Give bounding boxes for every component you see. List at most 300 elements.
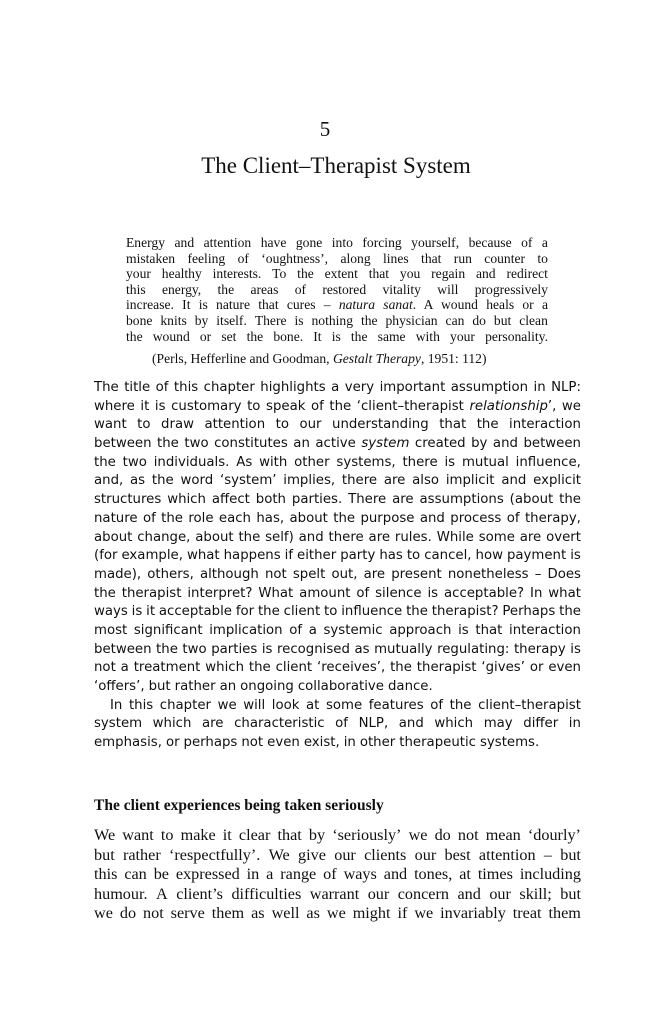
word: systems. [479, 735, 540, 751]
word: NLP, [358, 716, 389, 732]
word: are [392, 492, 414, 508]
word: of [310, 398, 324, 414]
word: not [94, 660, 116, 676]
word: individuals. [153, 454, 230, 470]
word: not [264, 566, 287, 582]
word: client–therapist [478, 697, 581, 713]
word: be [153, 865, 169, 884]
word: rather [122, 845, 161, 864]
section-paragraph [94, 826, 581, 924]
word: not [143, 904, 164, 923]
word: systemic [323, 622, 383, 638]
word: There [254, 312, 287, 328]
word: ‘offers’, [94, 679, 145, 694]
word: invariably [440, 904, 506, 923]
word: make [180, 826, 216, 844]
word: because [468, 235, 512, 250]
word: two [182, 641, 207, 657]
word: that [475, 622, 503, 638]
word: clients [364, 845, 407, 864]
text-line [94, 416, 581, 435]
word: NLP: [551, 380, 581, 395]
word: vitality [382, 281, 421, 297]
word: areas [250, 281, 279, 297]
word: our [299, 417, 322, 433]
word: attention [478, 845, 536, 864]
word: the [360, 312, 378, 328]
word: we [326, 904, 346, 923]
word: two [122, 454, 147, 470]
word: of [237, 250, 249, 266]
epigraph-text: the wound or set the bone. It is the same with your personality. [126, 328, 548, 344]
word: the [156, 641, 178, 657]
word: relationship’, [469, 398, 557, 414]
word: ‘oughtness’, [261, 250, 329, 266]
word: expressed [175, 865, 240, 884]
word: a [331, 380, 340, 395]
word: explicit [533, 473, 581, 489]
word: influence [341, 604, 403, 620]
text-line [94, 826, 581, 846]
word: can [445, 312, 465, 328]
word: in [246, 865, 260, 884]
word: mutual [461, 454, 509, 470]
word: is [570, 641, 581, 657]
word: it [140, 398, 150, 414]
word: the [297, 266, 314, 282]
chapter-title: The Client–Therapist System [201, 153, 471, 178]
word: affect [211, 492, 250, 508]
epigraph-text: . A wound heals or a [412, 297, 548, 313]
word: is [154, 398, 166, 414]
word: mutually [374, 641, 433, 657]
word: of [356, 585, 370, 601]
word: as [130, 473, 146, 489]
word: to [324, 604, 338, 620]
word: present [391, 566, 442, 582]
word: We [94, 826, 116, 844]
epigraph-italic: natura sanat [338, 297, 413, 313]
word: ‘system’ [219, 473, 277, 489]
word: rather [174, 679, 216, 694]
word: there [328, 529, 364, 545]
word: healthy [161, 266, 202, 282]
word: While [436, 529, 474, 545]
word: but [493, 312, 512, 328]
word: best [444, 845, 471, 864]
word: bone [126, 312, 153, 328]
word: humour. [94, 884, 148, 903]
epigraph-line [126, 297, 548, 313]
word: but [148, 679, 171, 694]
word: by [194, 312, 209, 328]
word: might [352, 904, 391, 923]
word: created [414, 436, 466, 452]
word: characteristic [234, 716, 325, 732]
word: exist, [303, 735, 340, 751]
word: are [519, 529, 542, 545]
text-line [94, 865, 581, 885]
word: them [211, 904, 245, 923]
word: although [199, 566, 259, 582]
word: other [359, 735, 396, 751]
word: The [94, 380, 119, 395]
text-line [94, 454, 581, 473]
word: the [406, 604, 428, 620]
word: and [475, 266, 496, 282]
word: payment [506, 548, 567, 564]
word: a [541, 235, 548, 250]
word: draw [161, 417, 194, 433]
word: knits [160, 312, 187, 328]
word: but [560, 845, 581, 864]
text-line [94, 641, 581, 660]
word: that [439, 417, 467, 433]
word: warrant [309, 884, 360, 903]
citation-year: , 1951: 112) [420, 351, 487, 366]
word: therapist [121, 585, 182, 601]
word: the [559, 604, 581, 620]
word: role [188, 510, 214, 526]
word: overt [546, 529, 581, 545]
word: between [94, 641, 152, 657]
word: Does [547, 566, 581, 582]
word: assumption [450, 380, 529, 395]
word: which [167, 492, 206, 508]
word: example, [121, 548, 183, 564]
word: and [398, 716, 424, 732]
word: and, [94, 473, 124, 489]
word: may [483, 716, 513, 732]
word: each [218, 510, 251, 526]
word: nature [94, 510, 138, 526]
word: what [186, 548, 220, 564]
word: word [180, 473, 214, 489]
word: concern [397, 884, 449, 903]
epigraph-line [126, 313, 548, 329]
word: energy, [161, 281, 202, 297]
word: we [217, 697, 237, 713]
text-line [94, 885, 581, 905]
word: feeling [187, 250, 226, 266]
word: is [427, 585, 439, 601]
epigraph-line [126, 266, 548, 282]
word: of [294, 281, 307, 297]
word: systems, [336, 454, 396, 470]
word: (for [94, 548, 118, 564]
text-line [94, 379, 581, 398]
word: about [289, 510, 328, 526]
word: we [94, 904, 113, 923]
word: assumptions [419, 492, 504, 508]
word: the [390, 660, 412, 676]
word: approach [389, 622, 452, 638]
text-line [94, 435, 581, 454]
word: you [399, 266, 421, 282]
word: not [457, 826, 479, 844]
epigraph-quote [126, 235, 548, 344]
word: to [247, 398, 261, 414]
word: some [325, 697, 363, 713]
word: in [568, 716, 581, 732]
word: spelt [292, 566, 326, 582]
word: ways [94, 604, 128, 620]
word: treat [512, 904, 542, 923]
word: extent [324, 266, 358, 282]
word: perhaps [183, 735, 238, 751]
word: speak [266, 398, 306, 414]
word: ‘dourly’ [527, 826, 581, 844]
text-line [94, 678, 581, 697]
word: in [343, 735, 356, 751]
word: itself. [216, 312, 247, 328]
epigraph-line [126, 329, 548, 345]
word: of [521, 235, 533, 250]
word: understanding [332, 417, 429, 433]
word: between [523, 436, 581, 452]
word: to [137, 417, 151, 433]
word: a [120, 660, 129, 676]
word: ongoing [240, 679, 294, 694]
word: nothing [311, 312, 354, 328]
word: self) [265, 529, 294, 545]
word: forcing [362, 235, 402, 250]
word: the [238, 529, 261, 545]
word: is [294, 312, 304, 328]
word: ‘receives’, [317, 660, 386, 676]
word: the [161, 510, 183, 526]
word: as [354, 641, 370, 657]
word: is [458, 622, 469, 638]
word: where [94, 398, 135, 414]
word: others, [147, 566, 194, 582]
word: we [408, 826, 428, 844]
word: at [306, 697, 320, 713]
word: purpose [360, 510, 415, 526]
word: Perhaps [502, 604, 556, 620]
word: and [501, 473, 527, 489]
word: other [294, 454, 330, 470]
word: nonetheless [447, 566, 529, 582]
word: it [146, 604, 156, 620]
word: influence, [515, 454, 581, 470]
word: collaborative [297, 679, 384, 694]
word: that [368, 266, 390, 282]
word: constitutes [214, 436, 288, 452]
word: acceptable [158, 604, 232, 620]
word: implies, [283, 473, 336, 489]
word: the [333, 510, 356, 526]
word: of [323, 865, 337, 884]
word: two [184, 436, 209, 452]
word: interaction [509, 622, 581, 638]
word: the [329, 398, 352, 414]
word: will [437, 281, 459, 297]
text-line [94, 547, 581, 566]
chapter-number: 5 [319, 117, 331, 141]
word: both [255, 492, 286, 508]
word: In [110, 697, 123, 713]
word: of [335, 716, 348, 732]
word: dance. [387, 679, 433, 694]
word: A [156, 884, 168, 903]
word: parties. [291, 492, 343, 508]
word: into [331, 235, 353, 250]
word: run [453, 250, 472, 266]
word: of [506, 510, 520, 526]
word: interpret? [187, 585, 253, 601]
text-line [94, 715, 581, 734]
word: but [94, 845, 115, 864]
word: which [434, 716, 474, 732]
word: in [533, 380, 546, 395]
epigraph-text: increase. It is nature that cures – [126, 297, 339, 313]
word: this [126, 281, 146, 297]
word: mistaken [126, 250, 176, 266]
word: this [128, 697, 154, 713]
word: We [268, 845, 290, 864]
text-line [94, 398, 581, 417]
word: this [94, 865, 118, 884]
word: about [94, 529, 133, 545]
word: redirect [506, 266, 548, 282]
word: system [94, 716, 143, 732]
word: of [155, 380, 169, 395]
word: look [271, 697, 300, 713]
text-line [94, 491, 581, 510]
word: are [383, 473, 406, 489]
word: clean [519, 312, 548, 328]
text-line [94, 734, 581, 753]
intro-paragraphs [94, 379, 581, 753]
word: to [406, 548, 421, 564]
word: including [519, 865, 581, 884]
word: an [219, 679, 237, 694]
word: even [548, 660, 581, 676]
word: parties [211, 641, 258, 657]
word: skill; [519, 884, 552, 903]
word: most [94, 622, 128, 638]
word: attention [204, 417, 266, 433]
word: therapeutic [399, 735, 476, 751]
word: there [402, 454, 438, 470]
word: with [259, 454, 288, 470]
word: of [289, 622, 303, 638]
word: for [235, 604, 255, 620]
word: recognised [277, 641, 350, 657]
word: well [271, 904, 300, 923]
word: is [444, 454, 456, 470]
word: chapter [159, 697, 211, 713]
word: lines [383, 250, 409, 266]
word: difficulties [231, 884, 302, 903]
word: regulating: [437, 641, 510, 657]
word: change, [137, 529, 191, 545]
word: which [205, 660, 245, 676]
word: the [559, 492, 581, 508]
word: system [361, 436, 410, 452]
word: along [340, 250, 371, 266]
word: important [379, 380, 446, 395]
word: if [284, 548, 294, 564]
word: therapy [513, 641, 566, 657]
word: between [94, 436, 152, 452]
word: them [548, 904, 581, 923]
word: – [534, 566, 542, 582]
word: do [119, 904, 137, 923]
word: it [222, 826, 232, 844]
word: is [261, 641, 273, 657]
word: emphasis, [94, 735, 162, 751]
word: physician [385, 312, 438, 328]
word: some [478, 529, 515, 545]
citation-authors: (Perls, Hefferline and Goodman, [152, 351, 333, 366]
word: we [561, 398, 581, 414]
word: structures [94, 492, 162, 508]
word: your [126, 266, 151, 282]
word: attention [203, 235, 252, 250]
word: also [412, 473, 440, 489]
word: either [297, 548, 337, 564]
text-line [94, 622, 581, 641]
word: implication [209, 622, 283, 638]
word: features [368, 697, 424, 713]
word: clear [238, 826, 271, 844]
word: customary [171, 398, 242, 414]
text-line [94, 697, 581, 716]
text-line [94, 472, 581, 491]
word: the [94, 585, 116, 601]
word: party [340, 548, 376, 564]
word: and [383, 865, 408, 884]
word: amount [299, 585, 351, 601]
word: want [94, 417, 127, 433]
word: yourself, [411, 235, 460, 250]
word: highlights [260, 380, 326, 395]
epigraph-citation [152, 351, 550, 367]
word: therapist? [431, 604, 499, 620]
word: or [165, 735, 180, 751]
word: restored [322, 281, 367, 297]
word: or [529, 660, 544, 676]
word: ‘client–therapist [356, 398, 464, 414]
word: even [267, 735, 300, 751]
word: What [258, 585, 294, 601]
word: client’s [176, 884, 223, 903]
word: which [152, 716, 192, 732]
word: about [195, 529, 234, 545]
text-line [94, 566, 581, 585]
word: the [94, 454, 116, 470]
word: ‘gives’ [481, 660, 525, 676]
word: and [174, 235, 195, 250]
word: is [131, 604, 143, 620]
word: ways [343, 865, 377, 884]
word: we [414, 904, 434, 923]
word: the [151, 473, 174, 489]
word: that [277, 826, 302, 844]
word: do [472, 312, 486, 328]
word: client [275, 660, 313, 676]
word: to [537, 250, 548, 266]
word: how [475, 548, 503, 564]
section-heading: The client experiences being taken seriously [94, 797, 384, 814]
word: very [344, 380, 375, 395]
word: an [293, 436, 310, 452]
word: As [236, 454, 253, 470]
word: want [122, 826, 154, 844]
word: tones, [414, 865, 453, 884]
